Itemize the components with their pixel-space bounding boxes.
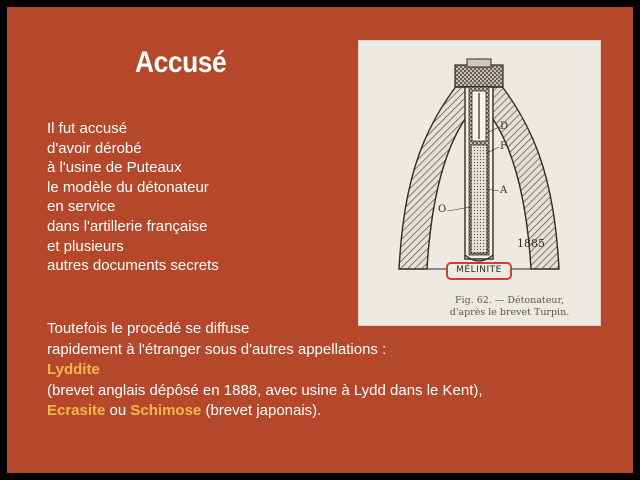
- label-d: D: [500, 121, 509, 132]
- left-text-line: Il fut accusé: [47, 120, 128, 137]
- detonator-figure: [359, 41, 600, 325]
- bottom-line: Toutefois le procédé se diffuse: [47, 320, 250, 337]
- label-f: F: [500, 141, 507, 152]
- japon-text: (brevet japonais).: [201, 402, 322, 419]
- schimose-term: Schimose: [130, 402, 202, 419]
- left-text-line: dans l'artillerie française: [47, 217, 208, 235]
- left-text-line: en service: [47, 198, 116, 216]
- ecrasite-term: Ecrasite: [47, 402, 106, 419]
- year-label: 1885: [517, 237, 545, 250]
- melinite-label: MÉLINITE: [456, 265, 502, 275]
- bottom-text-block: [47, 319, 483, 422]
- left-text-block: [47, 119, 219, 276]
- left-text-line: à l'usine de Puteaux: [47, 159, 182, 177]
- bottom-line: rapidement à l'étranger sous d'autres appellations :: [47, 340, 387, 358]
- detonator-drawing: [359, 41, 600, 325]
- left-text-line: le modèle du détonateur: [47, 178, 209, 196]
- bottom-line: (brevet anglais dépôsé en 1888, avec usine à Lydd dans le Kent),: [47, 381, 483, 399]
- slide-title: Accusé: [135, 46, 227, 79]
- left-text-line: autres documents secrets: [47, 257, 219, 275]
- bottom-line-last: [47, 401, 483, 422]
- label-a: A: [500, 185, 508, 196]
- slide: [7, 7, 633, 473]
- left-text-line: d'avoir dérobé: [47, 139, 142, 157]
- left-text-line: et plusieurs: [47, 237, 124, 255]
- lyddite-term: Lyddite: [47, 361, 100, 378]
- label-o: O: [438, 204, 447, 215]
- figure-caption: [359, 295, 600, 319]
- caption-line: d'après le brevet Turpin.: [449, 307, 570, 318]
- caption-line: Fig. 62. — Détonateur,: [454, 295, 565, 306]
- ou-text: ou: [105, 402, 131, 419]
